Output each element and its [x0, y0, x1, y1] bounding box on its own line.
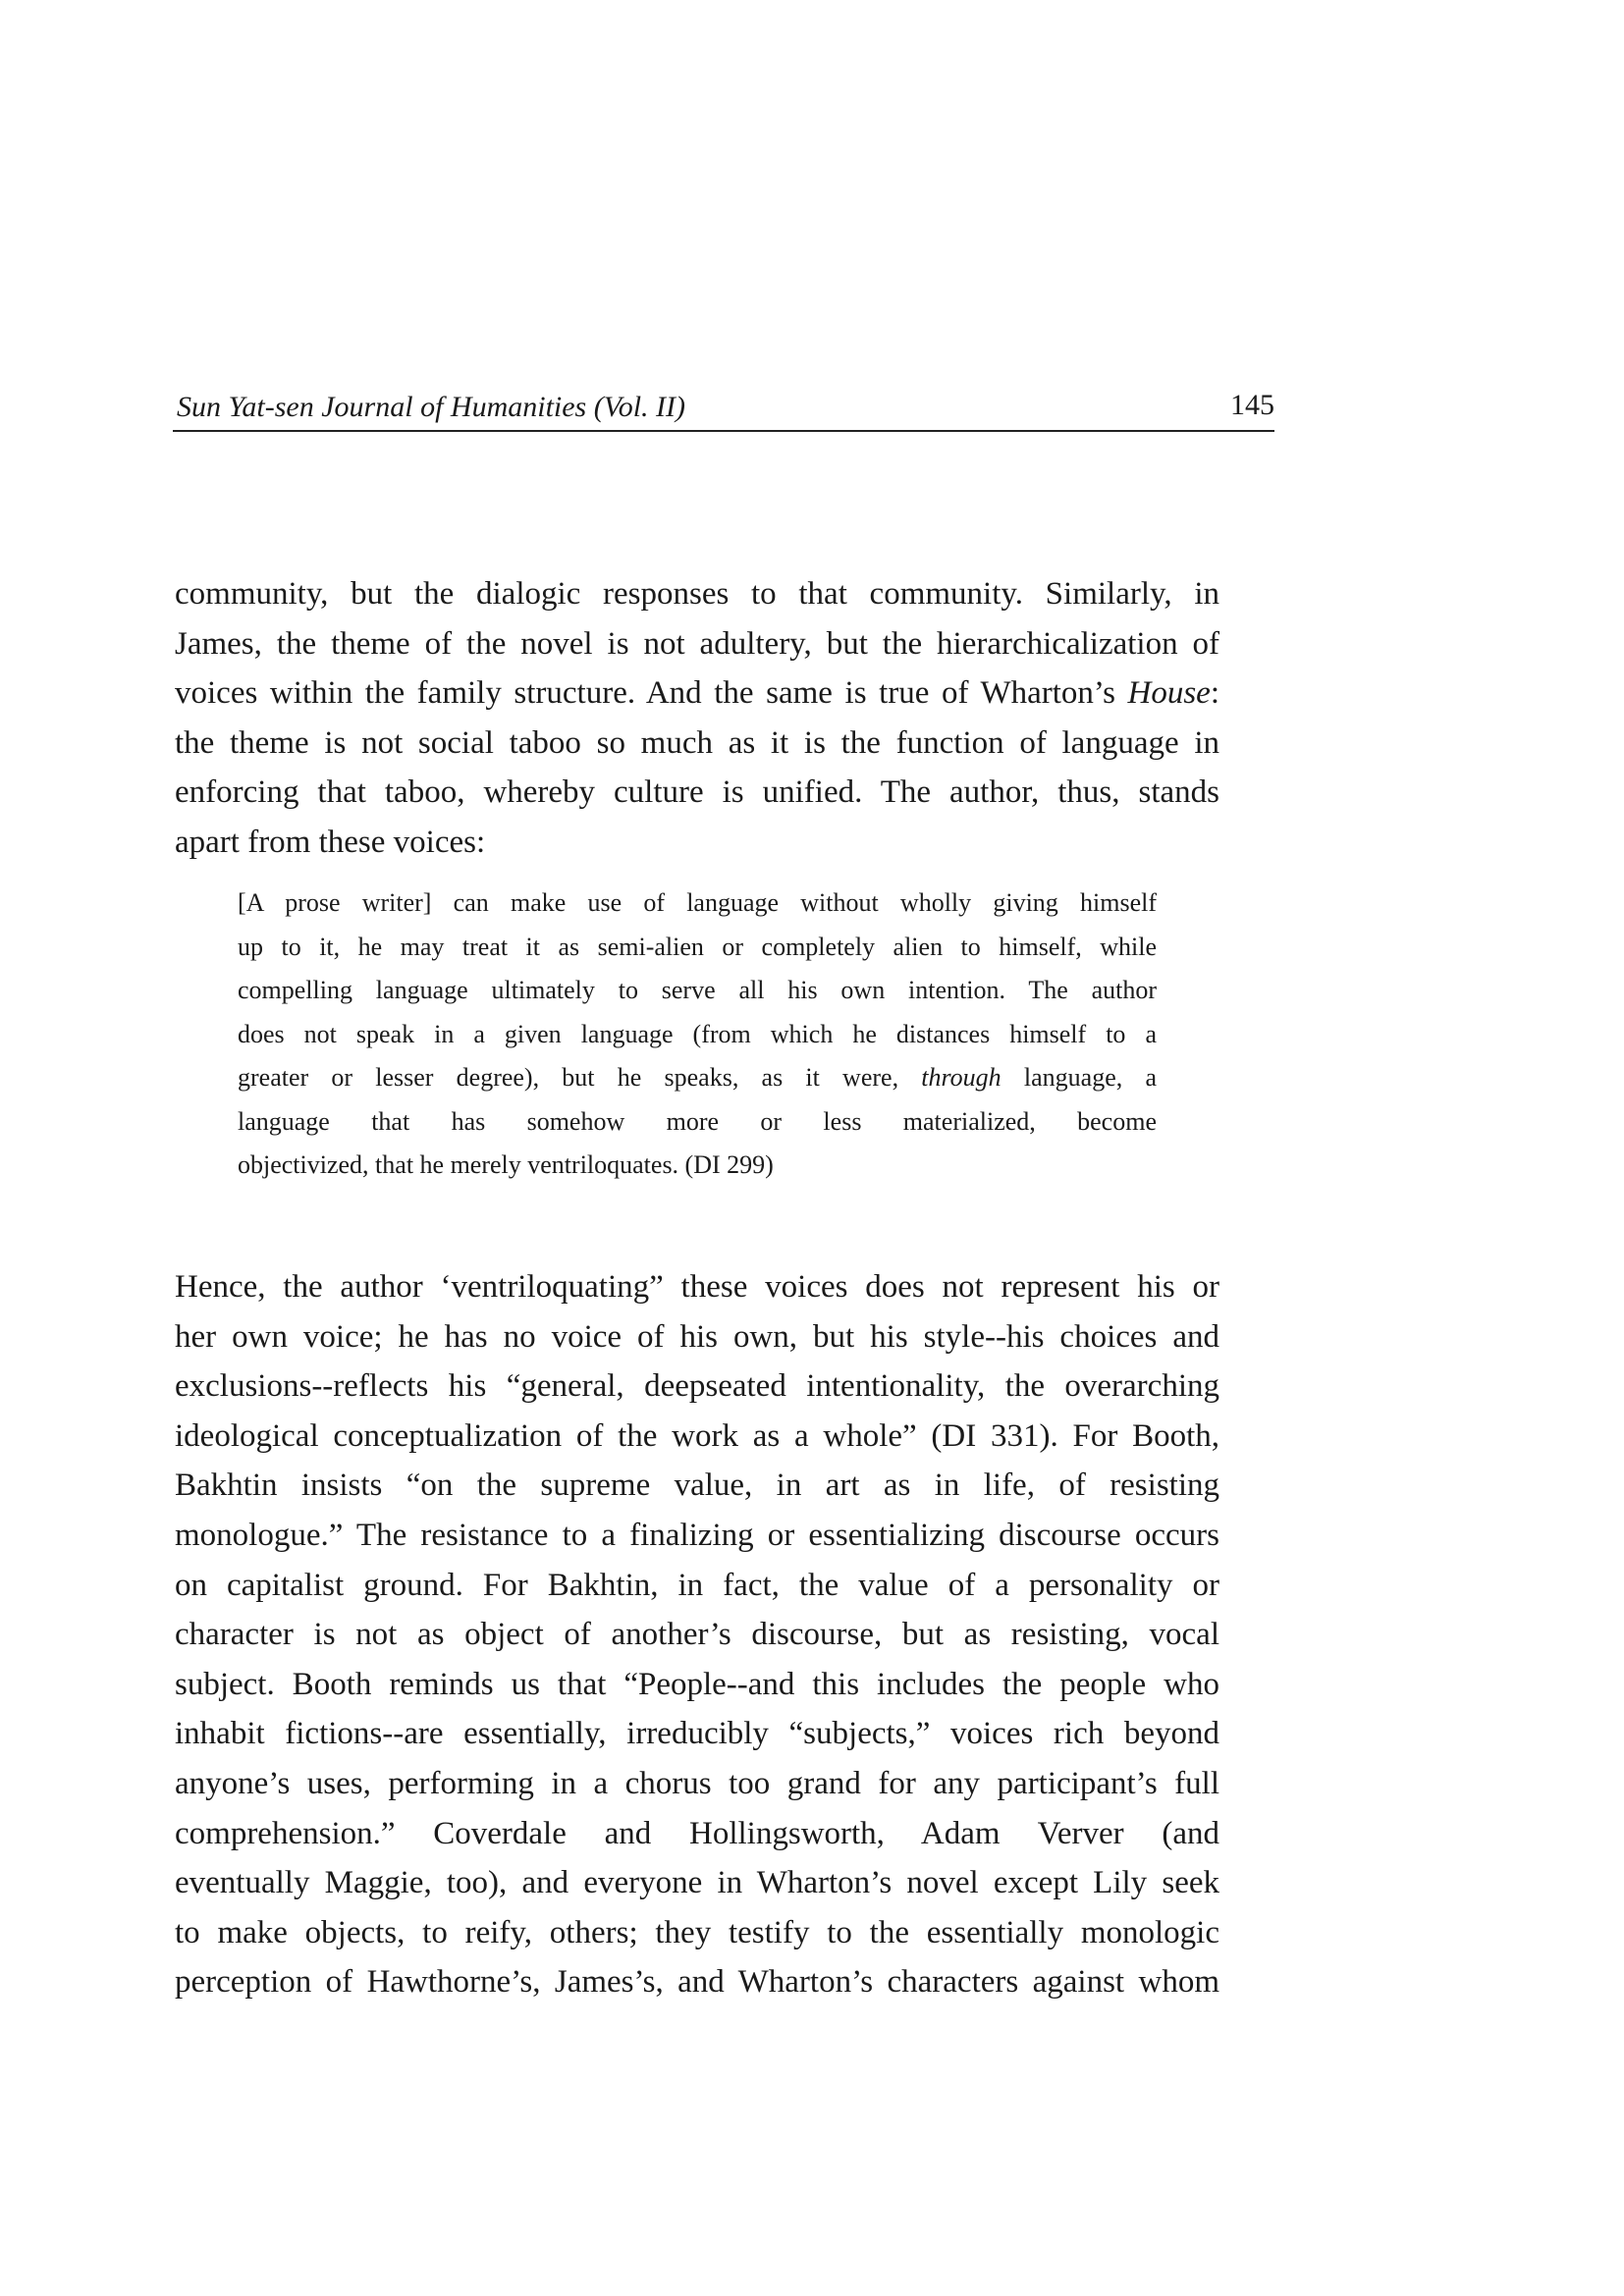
paragraph-line: Hence, the author ‘ventriloquating” these voices does not represent his or — [175, 1269, 1219, 1305]
quote-line: does not speak in a given language (from which he distances himself to a — [238, 1019, 1157, 1048]
line-text: : — [1210, 675, 1219, 712]
block-quote — [238, 881, 1157, 1188]
paragraph-line: enforcing that taboo, whereby culture is unified. The author, thus, stands — [175, 774, 1219, 811]
paragraph-line: perception of Hawthorne’s, James’s, and Wharton’s characters against whom — [175, 1964, 1219, 2001]
paragraph-line: eventually Maggie, too), and everyone in Wharton’s novel except Lily seek — [175, 1865, 1219, 1901]
paragraph-1 — [175, 569, 1219, 868]
paragraph-line: apart from these voices: — [175, 824, 486, 860]
quote-line: language that has somehow more or less materialized, become — [238, 1106, 1157, 1136]
italic-word: through — [921, 1063, 1001, 1092]
line-text: voices within the family structure. And the same is true of Wharton’s — [175, 675, 1128, 712]
paragraph-line: ideological conceptualization of the work as a whole” (DI 331). For Booth, — [175, 1417, 1219, 1454]
paragraph-2 — [175, 1262, 1219, 2007]
paragraph-line: to make objects, to reify, others; they testify to the essentially monologic — [175, 1914, 1219, 1950]
running-header — [173, 383, 1274, 432]
quote-line: compelling language ultimately to serve all his own intention. The author — [238, 976, 1157, 1004]
quote-line: [A prose writer] can make use of language without wholly giving himself — [238, 888, 1157, 917]
quote-line — [238, 1056, 1157, 1100]
paragraph-line: exclusions--reflects his “general, deepseated intentionality, the overarching — [175, 1368, 1219, 1405]
paragraph-line: comprehension.” Coverdale and Hollingsworth, Adam Verver (and — [175, 1815, 1219, 1851]
paragraph-line: community, but the dialogic responses to that community. Similarly, in — [175, 576, 1219, 612]
line-text: language, a — [1001, 1063, 1157, 1092]
journal-title: Sun Yat-sen Journal of Humanities (Vol. II) — [177, 391, 686, 423]
paragraph-line: anyone’s uses, performing in a chorus too grand for any participant’s full — [175, 1765, 1219, 1801]
paragraph-line: her own voice; he has no voice of his own, but his style--his choices and — [175, 1318, 1219, 1355]
page-number: 145 — [1230, 389, 1274, 421]
paragraph-line: monologue.” The resistance to a finalizing or essentializing discourse occurs — [175, 1517, 1219, 1553]
italic-title: House — [1127, 675, 1211, 712]
paragraph-line: James, the theme of the novel is not adultery, but the hierarchicalization of — [175, 625, 1219, 662]
quote-line: up to it, he may treat it as semi-alien or completely alien to himself, while — [238, 932, 1157, 961]
paragraph-line: inhabit fictions--are essentially, irreducibly “subjects,” voices rich beyond — [175, 1716, 1219, 1752]
paragraph-line — [175, 668, 1219, 719]
paragraph-line: the theme is not social taboo so much as it is the function of language in — [175, 724, 1219, 761]
paragraph-line: character is not as object of another’s discourse, but as resisting, vocal — [175, 1617, 1219, 1653]
paragraph-line: on capitalist ground. For Bakhtin, in fact, the value of a personality or — [175, 1567, 1219, 1603]
paragraph-line: subject. Booth reminds us that “People--and this includes the people who — [175, 1666, 1219, 1702]
quote-line: objectivized, that he merely ventriloquates. (DI 299) — [238, 1150, 774, 1179]
line-text: greater or lesser degree), but he speaks, as it were, — [238, 1063, 922, 1092]
paragraph-line: Bakhtin insists “on the supreme value, in art as in life, of resisting — [175, 1468, 1219, 1504]
